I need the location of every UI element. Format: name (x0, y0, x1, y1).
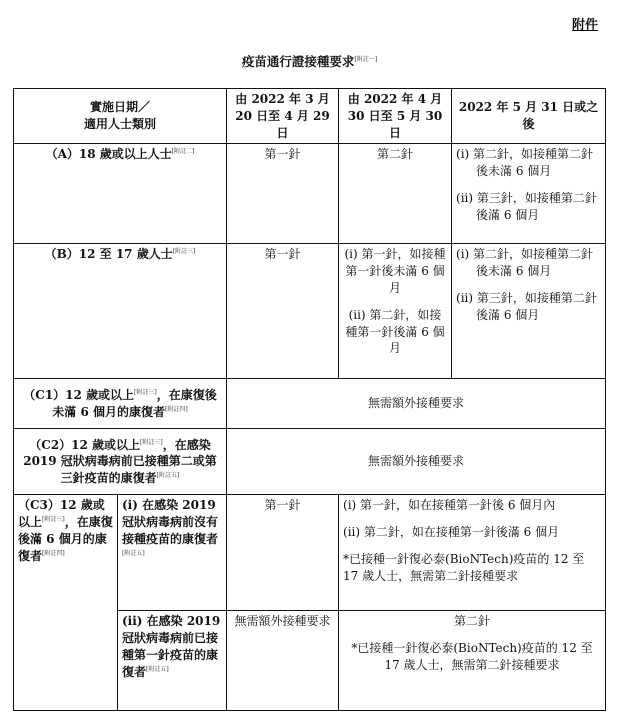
row-c1 (14, 379, 606, 429)
row-c1-requirement: 無需額外接種要求 (227, 379, 606, 429)
row-c3-label: （C3）12 歲或以上[附註三]，在康復後滿 6 個月的康復者[附註四] (14, 495, 118, 711)
header-row (14, 89, 606, 144)
row-a (14, 144, 606, 244)
row-c2-label: （C2）12 歲或以上[附註三]，在感染 2019 冠狀病毒病前已接種第二或第三針疫苗的康復者[附註五] (14, 429, 227, 495)
row-a-label: （A）18 歲或以上人士[附註二] (14, 144, 227, 244)
row-c1-label: （C1）12 歲或以上[附註三]，在康復後未滿 6 個月的康復者[附註四] (14, 379, 227, 429)
row-b (14, 244, 606, 379)
row-c3-ii-period-2-3: 第二針 *已接種一針復必泰(BioNTech)疫苗的 12 至 17 歲人士，無需第二針接種要求 (339, 611, 606, 711)
row-c2 (14, 429, 606, 495)
header-category: 實施日期／ 適用人士類別 (14, 89, 227, 144)
row-b-period-1: 第一針 (227, 244, 339, 379)
header-period-3: 2022 年 5 月 31 日或之 後 (452, 89, 606, 144)
row-c3-ii-period-1: 無需額外接種要求 (227, 611, 339, 711)
annex-label: 附件 (571, 18, 598, 33)
document-title (0, 52, 619, 70)
row-b-label: （B）12 至 17 歲人士[附註三] (14, 244, 227, 379)
row-c3-i (14, 495, 606, 611)
row-a-period-2: 第二針 (339, 144, 452, 244)
row-c3-i-period-2-3: (i) 第一針，如在接種第一針後 6 個月內 (ii) 第二針，如在接種第一針後滿 6 個月 *已接種一針復必泰(BioNTech)疫苗的 12 至 17 歲人士，無需第二針接種要求 (339, 495, 606, 611)
row-b-period-2: (i) 第一針，如接種第一針後未滿 6 個月 (ii) 第二針，如接種第一針後滿 6 個月 (339, 244, 452, 379)
row-a-period-3: (i) 第二針，如接種第二針後未滿 6 個月 (ii) 第三針，如接種第二針後滿 6 個月 (452, 144, 606, 244)
row-b-period-3: (i) 第二針，如接種第二針後未滿 6 個月 (ii) 第三針，如接種第二針後滿 6 個月 (452, 244, 606, 379)
row-c3-i-period-1: 第一針 (227, 495, 339, 611)
document-title-text: 疫苗通行證接種要求 (241, 54, 355, 69)
row-a-period-1: 第一針 (227, 144, 339, 244)
header-period-2: 由 2022 年 4 月 30 日至 5 月 30 日 (339, 89, 452, 144)
row-c2-requirement: 無需額外接種要求 (227, 429, 606, 495)
row-c3-i-label: (i) 在感染 2019 冠狀病毒病前沒有接種疫苗的康復者[附註五] (118, 495, 227, 611)
row-c3-ii-label: (ii) 在感染 2019 冠狀病毒病前已接種第一針疫苗的康復者[附註五] (118, 611, 227, 711)
header-period-1: 由 2022 年 3 月 20 日至 4 月 29 日 (227, 89, 339, 144)
vaccine-pass-table (13, 88, 606, 711)
title-footnote-ref: [附註一] (354, 55, 378, 63)
